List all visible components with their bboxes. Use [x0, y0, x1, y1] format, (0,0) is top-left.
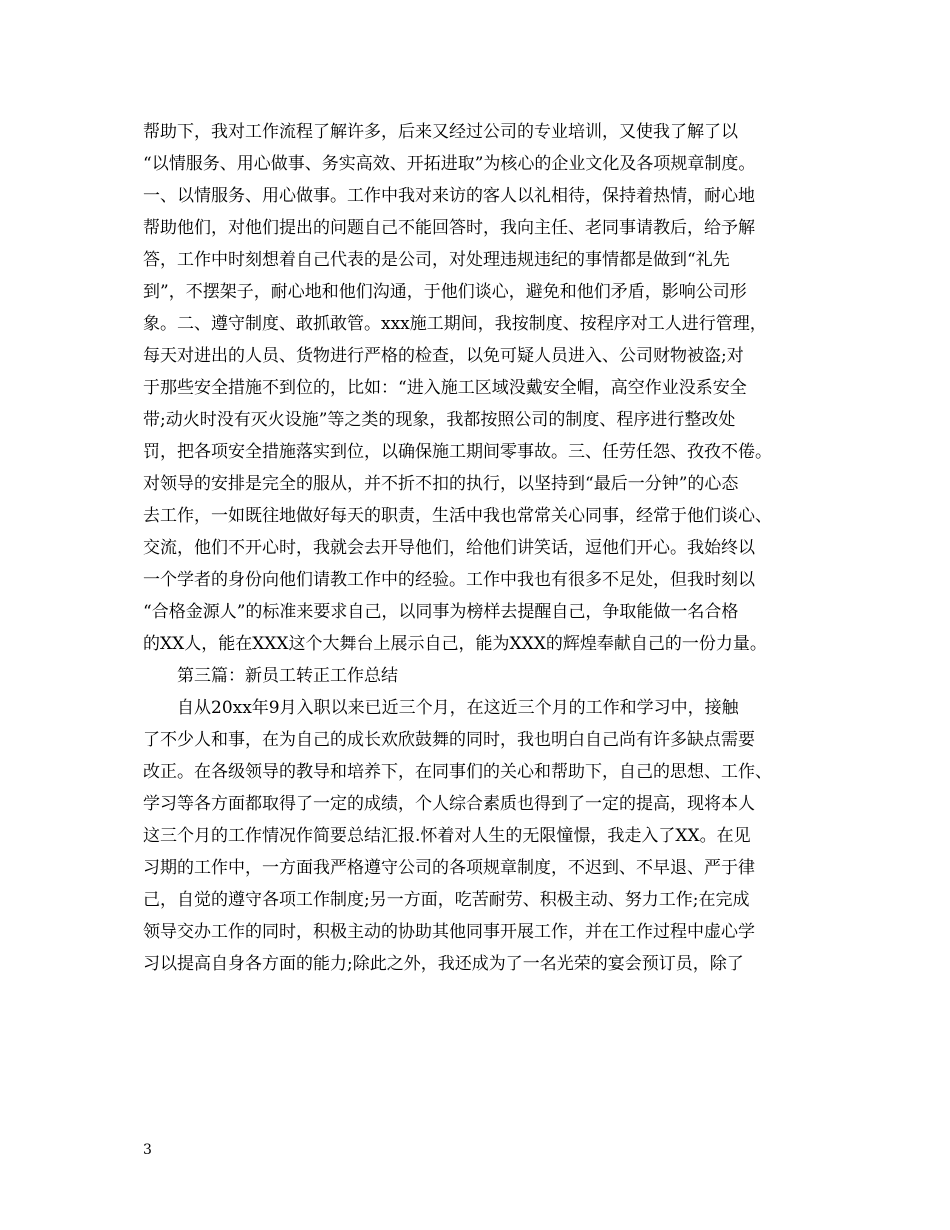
paragraph-line: “合格金源人”的标准来要求自己，以同事为榜样去提醒自己，争取能做一名合格 — [143, 602, 739, 622]
section-paragraph-line: 自从20xx年9月入职以来已近三个月，在这近三个月的工作和学习中，接触 — [177, 698, 739, 718]
paragraph-line: 到”，不摆架子，耐心地和他们沟通，于他们谈心，避免和他们矛盾，影响公司形 — [143, 282, 747, 302]
section-paragraph-line: 学习等各方面都取得了一定的成绩，个人综合素质也得到了一定的提高，现将本人 — [143, 794, 755, 814]
paragraph-line: 罚，把各项安全措施落实到位，以确保施工期间零事故。三、任劳任怨、孜孜不倦。 — [143, 442, 772, 462]
paragraph-line: 答，工作中时刻想着自己代表的是公司，对处理违规违纪的事情都是做到“礼先 — [143, 250, 730, 270]
paragraph-line: 每天对进出的人员、货物进行严格的检查，以免可疑人员进入、公司财物被盗;对 — [143, 346, 744, 366]
paragraph-line: “以情服务、用心做事、务实高效、开拓进取”为核心的企业文化及各项规章制度。 — [143, 154, 756, 174]
paragraph-line: 帮助他们，对他们提出的问题自己不能回答时，我向主任、老同事请教后，给予解 — [143, 218, 755, 238]
section-paragraph-line: 领导交办工作的同时，积极主动的协助其他同事开展工作，并在工作过程中虚心学 — [143, 922, 755, 942]
document-body — [143, 116, 815, 980]
paragraph-line: 对领导的安排是完全的服从，并不折不扣的执行，以坚持到“最后一分钟”的心态 — [143, 474, 739, 494]
paragraph-line: 一个学者的身份向他们请教工作中的经验。工作中我也有很多不足处，但我时刻以 — [143, 570, 755, 590]
paragraph-line: 的XX人，能在XXX这个大舞台上展示自己，能为XXX的辉煌奉献自己的一份力量。 — [143, 634, 767, 654]
paragraph-line: 去工作，一如既往地做好每天的职责，生活中我也常常关心同事，经常于他们谈心、 — [143, 506, 772, 526]
paragraph-line: 象。二、遵守制度、敢抓敢管。xxx施工期间，我按制度、按程序对工人进行管理， — [143, 314, 767, 334]
paragraph-line: 于那些安全措施不到位的，比如：“进入施工区域没戴安全帽，高空作业没系安全 — [143, 378, 747, 398]
section-heading: 第三篇：新员工转正工作总结 — [177, 666, 398, 686]
section-paragraph-line: 习以提高自身各方面的能力;除此之外，我还成为了一名光荣的宴会预订员，除了 — [143, 954, 744, 974]
paragraph-line: 帮助下，我对工作流程了解许多，后来又经过公司的专业培训，又使我了解了以 — [143, 122, 738, 142]
section-paragraph-line: 这三个月的工作情况作简要总结汇报.怀着对人生的无限憧憬，我走入了XX。在见 — [143, 826, 751, 846]
page-number: 3 — [143, 1142, 152, 1158]
section-paragraph-line: 改正。在各级领导的教导和培养下，在同事们的关心和帮助下，自己的思想、工作、 — [143, 762, 772, 782]
paragraph-line: 交流，他们不开心时，我就会去开导他们，给他们讲笑话，逗他们开心。我始终以 — [143, 538, 755, 558]
paragraph-line: 一、以情服务、用心做事。工作中我对来访的客人以礼相待，保持着热情，耐心地 — [143, 186, 755, 206]
section-paragraph-line: 了不少人和事，在为自己的成长欢欣鼓舞的同时，我也明白自己尚有许多缺点需要 — [143, 730, 755, 750]
section-paragraph-line: 己，自觉的遵守各项工作制度;另一方面，吃苦耐劳、积极主动、努力工作;在完成 — [143, 890, 750, 910]
paragraph-line: 带;动火时没有灭火设施”等之类的现象，我都按照公司的制度、程序进行整改处 — [143, 410, 736, 430]
section-paragraph-line: 习期的工作中，一方面我严格遵守公司的各项规章制度，不迟到、不早退、严于律 — [143, 858, 755, 878]
